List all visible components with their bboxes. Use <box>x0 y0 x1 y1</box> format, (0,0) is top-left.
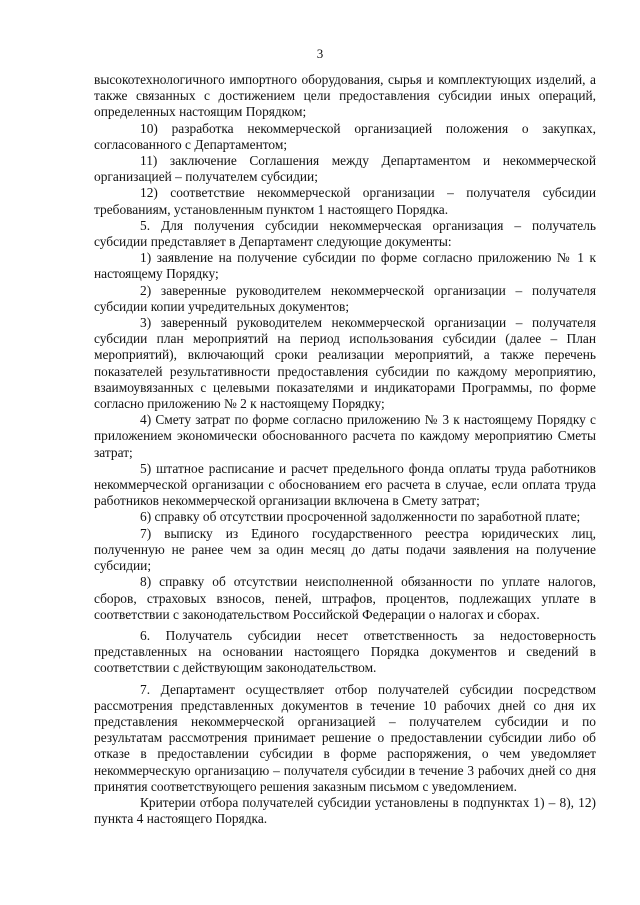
document-body <box>94 72 596 827</box>
page-number: 3 <box>316 46 324 61</box>
paragraph-doc-5: 5) штатное расписание и расчет предельного фонда оплаты труда работников некоммерческой организации с обоснованием его расчета в случае, если оплата труда работников некоммерческой организации включена в Смету затрат; <box>94 460 596 509</box>
paragraph-item-10: 10) разработка некоммерческой организацией положения о закупках, согласованного с Департаментом; <box>94 120 596 152</box>
paragraph-section-7: 7. Департамент осуществляет отбор получателей субсидии посредством рассмотрения представленных документов в течение 10 рабочих дней со дня их представления некоммерческой организацией – получателем субсидии и по результатам рассмотрения принимает решение о предоставлении субсидии либо об отказе в предоставлении субсидии в форме распоряжения, о чем уведомляет некоммерческую организацию – получателя субсидии в течение 3 рабочих дней со дня принятия соответствующего решения заказным письмом с уведомлением. <box>94 681 596 794</box>
paragraph-doc-6: 6) справку об отсутствии просроченной задолженности по заработной плате; <box>140 509 581 525</box>
paragraph-doc-2: 2) заверенные руководителем некоммерческой организации – получателя субсидии копии учредительных документов; <box>94 282 596 314</box>
paragraph-doc-1: 1) заявление на получение субсидии по форме согласно приложению № 1 к настоящему Порядку; <box>94 250 596 282</box>
paragraph-section-5: 5. Для получения субсидии некоммерческая организация – получатель субсидии представляет в Департамент следующие документы: <box>94 217 596 250</box>
paragraph-selection-criteria: Критерии отбора получателей субсидии установлены в подпунктах 1) – 8), 12) пункта 4 настоящего Порядка. <box>94 794 596 827</box>
paragraph-section-6: 6. Получатель субсидии несет ответственность за недостоверность представленных на основании настоящего Порядка документов и сведений в соответствии с действующим законодательством. <box>94 627 596 676</box>
paragraph-doc-3: 3) заверенный руководителем некоммерческой организации – получателя субсидии план мероприятий на период использования субсидии (далее – План мероприятий), включающий сроки реализации мероприятий, а также перечень показателей результативности предоставления субсидии по каждому мероприятию, взаимоувязанных с целевыми показателями и индикаторами Программы, по форме согласно приложению № 2 к настоящему Порядку; <box>94 315 596 412</box>
paragraph-doc-8: 8) справку об отсутствии неисполненной обязанности по уплате налогов, сборов, страховых взносов, пеней, штрафов, процентов, подлежащих уплате в соответствии с законодательством Российской Федерации о налогах и сборах. <box>94 574 596 622</box>
paragraph-item-12: 12) соответствие некоммерческой организации – получателя субсидии требованиям, установленным пунктом 1 настоящего Порядка. <box>94 185 596 217</box>
paragraph-doc-7: 7) выписку из Единого государственного реестра юридических лиц, полученную не ранее чем за один месяц до даты подачи заявления на получение субсидии; <box>94 525 596 574</box>
paragraph-doc-4: 4) Смету затрат по форме согласно приложению № 3 к настоящему Порядку с приложением экономически обоснованного расчета по каждому мероприятию Сметы затрат; <box>94 412 596 460</box>
paragraph-item-11: 11) заключение Соглашения между Департаментом и некоммерческой организацией – получателем субсидии; <box>94 153 596 185</box>
paragraph-continued: высокотехнологичного импортного оборудования, сырья и комплектующих изделий, а также связанных с достижением цели предоставления субсидии иных операций, определенных настоящим Порядком; <box>94 72 596 120</box>
